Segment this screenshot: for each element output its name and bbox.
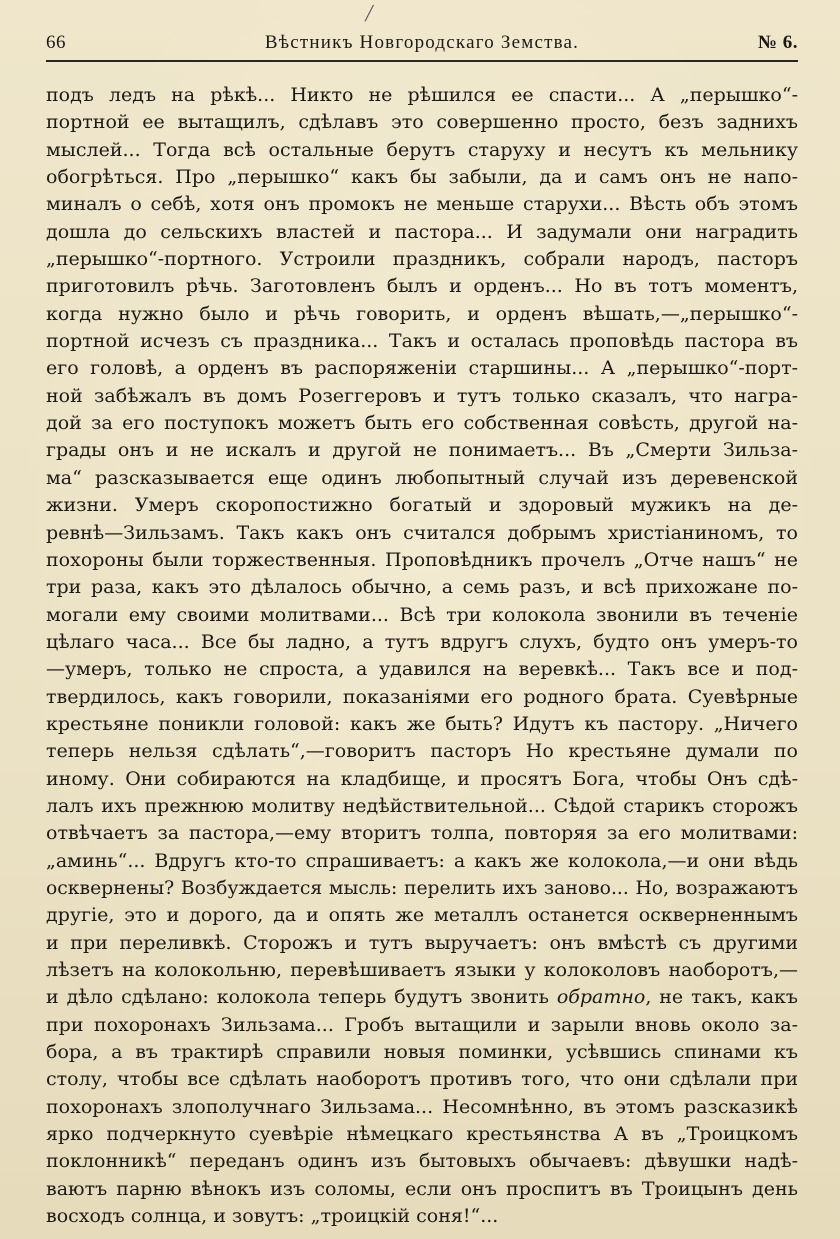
- text-line: другіе, это и дорого, да и опять же металлъ останется оскверненнымъ: [46, 904, 798, 927]
- text-line: его головѣ, а орденъ въ распоряженіи старшины... А „перышко“-порт-: [46, 357, 798, 380]
- text-line: подъ ледъ на рѣкѣ... Никто не рѣшился ее спасти... А „перышко“-: [46, 84, 798, 106]
- text-line: портной исчезъ съ праздника... Такъ и осталась проповѣдь пастора въ: [46, 330, 798, 353]
- text-line: жизни. Умеръ скоропостижно богатый и здоровый мужикъ на де-: [46, 494, 798, 517]
- text-line: дой за его поступокъ можетъ быть его собственная совѣсть, другой на-: [46, 412, 798, 435]
- text-line: ревнѣ—Зильзамъ. Такъ какъ онъ считался добрымъ христіаниномъ, то: [46, 521, 798, 544]
- text-line: портной ее вытащилъ, сдѣлавъ это совершенно просто, безъ заднихъ: [46, 111, 798, 134]
- text-line: приготовилъ рѣчь. Заготовленъ былъ и орденъ... Но въ тотъ моментъ,: [46, 275, 798, 298]
- header-rule: [46, 60, 798, 62]
- page-header: [46, 30, 798, 62]
- text-line-with-italic: [46, 984, 798, 1011]
- text-line: „аминь“... Вдругъ кто-то спрашиваетъ: а какъ же колокола,—и они вѣдь: [46, 849, 798, 872]
- text-line: иному. Они собираются на кладбище, и просятъ Бога, чтобы Онъ сдѣ-: [46, 767, 798, 790]
- text-line: дошла до сельскихъ властей и пастора... И задумали они наградить: [46, 220, 798, 243]
- text-line: „перышко“-портного. Устроили праздникъ, собрали народъ, пасторъ: [46, 248, 798, 271]
- article-body: [46, 82, 798, 1230]
- text-line: отвѣчаетъ за пастора,—ему вторитъ толпа, повторяя за его молитвами:: [46, 822, 798, 845]
- text-line: мыслей... Тогда всѣ остальные берутъ старуху и несутъ къ мельнику: [46, 138, 798, 161]
- text-line-last: восходъ солнца, и зовутъ: „троицкій соня!“...: [46, 1205, 499, 1228]
- text-line: похоронахъ злополучнаго Зильзама... Несомнѣнно, въ этомъ разсказикѣ: [46, 1095, 798, 1118]
- text-line: столу, чтобы все сдѣлать наоборотъ противъ того, что они сдѣлали при: [46, 1068, 798, 1091]
- text-line: ма“ разсказывается еще одинъ любопытный случай изъ деревенской: [46, 466, 798, 489]
- text-line: бора, а въ трактирѣ справили новыя поминки, усѣвшись спинами къ: [46, 1041, 798, 1064]
- text-line: лѣзетъ на колокольню, перевѣшиваетъ языки у колоколовъ наоборотъ,—: [46, 959, 798, 981]
- text-line: —умеръ, только не спроста, а удавился на веревкѣ... Такъ все и под-: [46, 658, 798, 681]
- italic-word: обратно: [556, 986, 646, 1009]
- issue-number: № 6.: [757, 32, 798, 53]
- ink-mark: ╱: [365, 6, 374, 22]
- text-line: и при переливкѣ. Сторожъ и тутъ выручаетъ: онъ вмѣстѣ съ другими: [46, 931, 798, 954]
- text-line: миналъ о себѣ, хотя онъ промокъ не меньше старухи... Вѣсть объ этомъ: [46, 193, 798, 216]
- text-line: ярко подчеркнуто суевѣріе нѣмецкаго крестьянства А въ „Троицкомъ: [46, 1123, 798, 1146]
- text-segment: и дѣло сдѣлано: колокола теперь будутъ звонить: [46, 986, 557, 1009]
- text-line: лалъ ихъ прежнюю молитву недѣйствительной... Сѣдой старикъ сторожъ: [46, 794, 798, 817]
- text-line: твердилось, какъ говорили, показаніями его родного брата. Суевѣрные: [46, 685, 798, 708]
- text-segment: , не такъ, какъ: [645, 986, 798, 1009]
- text-line: обогрѣться. Про „перышко“ какъ бы забыли, да и самъ онъ не напо-: [46, 166, 798, 189]
- text-line: крестьяне поникли головой: какъ же быть? Идутъ къ пастору. „Ничего: [46, 712, 798, 735]
- text-line: ной забѣжалъ въ домъ Розеггеровъ и тутъ только сказалъ, что награ-: [46, 384, 798, 407]
- text-line: цѣлаго часа... Все бы ладно, а тутъ вдругъ слухъ, будто онъ умеръ-то: [46, 630, 798, 653]
- running-title: Вѣстникъ Новгородскаго Земства.: [264, 32, 580, 53]
- text-line: поклонникѣ“ переданъ одинъ изъ бытовыхъ обычаевъ: дѣвушки надѣ-: [46, 1150, 798, 1173]
- text-line: три раза, какъ это дѣлалось обычно, а семь разъ, и всѣ прихожане по-: [46, 576, 798, 599]
- text-line: при похоронахъ Зильзама... Гробъ вытащили и зарыли вновь около за-: [46, 1013, 798, 1036]
- text-line: ваютъ парню вѣнокъ изъ соломы, если онъ проспитъ въ Троицынъ день: [46, 1177, 798, 1200]
- page-number: 66: [46, 32, 66, 53]
- text-line: похороны были торжественныя. Проповѣдникъ прочелъ „Отче нашъ“ не: [46, 548, 798, 571]
- text-line: теперь нельзя сдѣлать“,—говоритъ пасторъ Но крестьяне думали по: [46, 740, 798, 763]
- text-line: могали ему своими молитвами... Всѣ три колокола звонили въ теченіе: [46, 603, 798, 626]
- text-line: осквернены? Возбуждается мысль: перелить ихъ заново... Но, возражаютъ: [46, 877, 798, 899]
- text-line: грады онъ и не искалъ и другой не понимаетъ... Въ „Смерти Зильза-: [46, 439, 798, 462]
- text-line: когда нужно было и рѣчь говорить, и орденъ вѣшать,—„перышко“-: [46, 302, 798, 325]
